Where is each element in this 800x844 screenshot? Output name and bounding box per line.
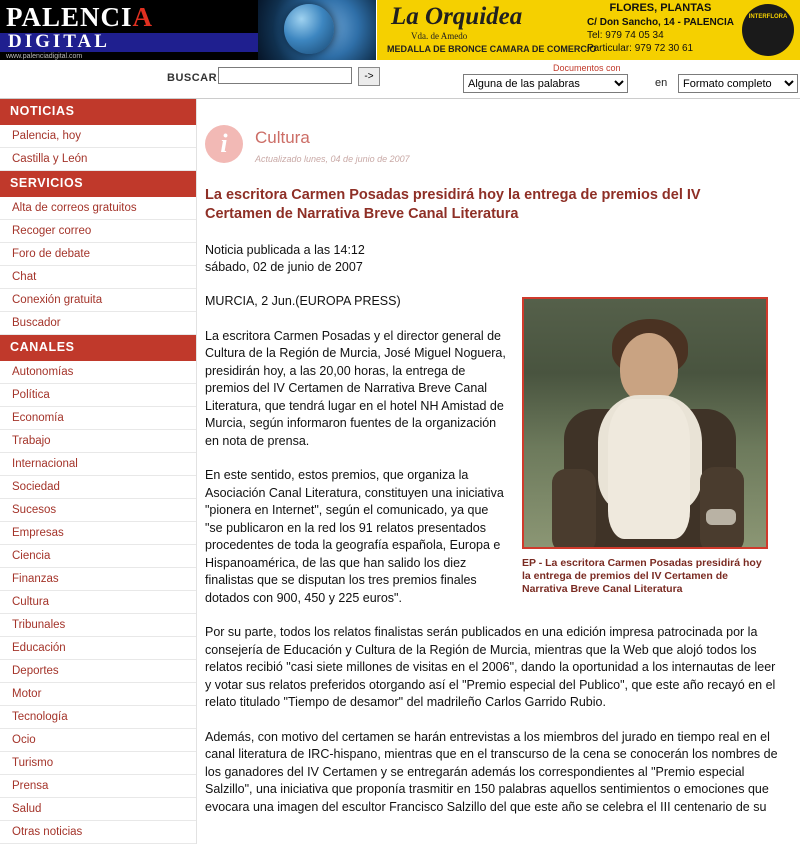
article-photo — [522, 297, 768, 549]
search-scope-select[interactable] — [463, 74, 628, 93]
search-bar — [0, 61, 800, 99]
sidebar-item-chat[interactable]: Chat — [0, 266, 196, 289]
ad-headline: FLORES, PLANTAS — [609, 2, 712, 14]
sidebar-item-buscador[interactable]: Buscador — [0, 312, 196, 335]
photo-face-shape — [620, 333, 678, 403]
info-icon: i — [205, 125, 243, 163]
publish-time: Noticia publicada a las 14:12 — [205, 243, 365, 257]
sidebar-item-sucesos[interactable]: Sucesos — [0, 499, 196, 522]
article-paragraph: Además, con motivo del certamen se harán entrevistas a los miembros del jurado en tiempo real en el canal literatura de IRC-hispano, mientras que en el transcurso de la cena se conocerán los nombres de los ganadores del IV Certamen y se entregarán además los correspondientes al "Premio especial Salzillo", una iniciativa que proponía trasmitir en 150 palabras aquellos sentimientos o emociones que evocara una imagen del escultor Francisco Salzillo del que este año se celebra el III centenario de su — [205, 729, 778, 814]
sidebar-item-internacional[interactable]: Internacional — [0, 453, 196, 476]
sidebar-section-noticias-title: NOTICIAS — [0, 99, 196, 125]
sidebar-item-cultura[interactable]: Cultura — [0, 591, 196, 614]
sidebar-section-canales-title: CANALES — [0, 335, 196, 361]
ad-address: C/ Don Sancho, 14 - PALENCIA — [586, 17, 734, 28]
sidebar-item-tecnologia[interactable]: Tecnología — [0, 706, 196, 729]
ad-phone-shop: Tel: 979 74 05 34 — [586, 30, 664, 41]
sidebar-item-motor[interactable]: Motor — [0, 683, 196, 706]
interflora-seal-icon: INTERFLORA — [742, 4, 794, 56]
photo-left-arm-shape — [552, 469, 596, 549]
article-body — [205, 293, 780, 816]
sidebar-item-castilla-y-leon[interactable]: Castilla y León — [0, 148, 196, 171]
sidebar-item-salud[interactable]: Salud — [0, 798, 196, 821]
section-header — [205, 125, 800, 164]
sidebar — [0, 99, 197, 844]
advertisement-banner[interactable] — [376, 0, 800, 60]
logo-subtitle: DIGITAL — [8, 31, 110, 52]
logo-title-accent: A — [132, 2, 154, 32]
ad-brand: La Orquidea — [391, 3, 523, 30]
sidebar-item-economia[interactable]: Economía — [0, 407, 196, 430]
ad-brand-sub: Vda. de Amedo — [411, 31, 468, 41]
sidebar-item-trabajo[interactable]: Trabajo — [0, 430, 196, 453]
article-paragraph: Por su parte, todos los relatos finalistas serán publicados en una edición impresa patrocinada por la consejería de Educación y Cultura de la Región de Murcia, mientras que la Web que alojó todos los relatos recibió "casi siete millones de visitas en el 2006", dando la oportunidad a los internautas de leer y votar sus relatos preferidos otorgando así el "Premio especial del Publico", que este año recayó en el relato titulado "Tiempo de desamor" del madrileño Carlos Garrido Rubio. — [205, 625, 776, 709]
logo-url: www.palenciadigital.com — [6, 53, 83, 60]
article-paragraph: La escritora Carmen Posadas y el director general de Cultura de la Región de Murcia, José Miguel Noguera, presidirán hoy, a las 20,00 horas, la entrega de premios del IV Certamen de Narrativa Breve Canal Literatura, que tendrá lugar en el hotel NH Amistad de Murcia, según informaron fuentes de la organización en nota de prensa. — [205, 328, 506, 448]
search-label: BUSCAR — [167, 72, 218, 84]
ad-medal-text: MEDALLA DE BRONCE CAMARA DE COMERCIO — [387, 44, 597, 54]
sidebar-section-servicios-title: SERVICIOS — [0, 171, 196, 197]
en-label: en — [655, 77, 668, 89]
sidebar-item-recoger-correo[interactable]: Recoger correo — [0, 220, 196, 243]
logo-title — [6, 2, 153, 33]
search-format-select[interactable] — [678, 74, 798, 93]
sidebar-item-conexion-gratuita[interactable]: Conexión gratuita — [0, 289, 196, 312]
article-paragraph: En este sentido, estos premios, que organiza la Asociación Canal Literatura, constituyen una iniciativa "pionera en Internet", según el comunicado, ya que "se publicaron en la red los 91 relatos presentados procedentes de toda la geografía española, Europa e Hispanoamérica, de las que han salido los diez finalistas que se disputan los tres premios finales dotados con 900, 450 y 225 euros". — [205, 468, 504, 605]
documents-with-label: Documentos con — [553, 63, 621, 73]
globe-image — [258, 0, 376, 60]
ad-phone-private: Particular: 979 72 30 61 — [586, 43, 694, 54]
photo-caption: EP - La escritora Carmen Posadas presidirá hoy la entrega de premios del IV Certamen de Narrativa Breve Canal Literatura — [522, 557, 762, 595]
article-dateline: MURCIA, 2 Jun.(EUROPA PRESS) — [205, 294, 401, 308]
sidebar-item-prensa[interactable]: Prensa — [0, 775, 196, 798]
sidebar-item-turismo[interactable]: Turismo — [0, 752, 196, 775]
article-figure — [522, 297, 770, 596]
section-header-text — [255, 125, 410, 164]
sidebar-item-tribunales[interactable]: Tribunales — [0, 614, 196, 637]
sidebar-item-ciencia[interactable]: Ciencia — [0, 545, 196, 568]
sidebar-item-alta-correos[interactable]: Alta de correos gratuitos — [0, 197, 196, 220]
sidebar-item-ocio[interactable]: Ocio — [0, 729, 196, 752]
sidebar-item-sociedad[interactable]: Sociedad — [0, 476, 196, 499]
sidebar-item-otras-noticias[interactable]: Otras noticias — [0, 821, 196, 844]
photo-scarf-front-shape — [608, 399, 690, 539]
article-content — [197, 99, 800, 844]
photo-bracelet-shape — [706, 509, 736, 525]
sidebar-item-palencia-hoy[interactable]: Palencia, hoy — [0, 125, 196, 148]
updated-timestamp: Actualizado lunes, 04 de junio de 2007 — [255, 154, 410, 164]
publish-date: sábado, 02 de junio de 2007 — [205, 260, 363, 274]
article-publish-meta — [205, 242, 800, 276]
search-input[interactable] — [218, 67, 352, 84]
sidebar-item-politica[interactable]: Política — [0, 384, 196, 407]
sidebar-item-autonomias[interactable]: Autonomías — [0, 361, 196, 384]
logo-title-main: PALENCI — [6, 2, 133, 32]
article-headline: La escritora Carmen Posadas presidirá hoy la entrega de premios del IV Certamen de Narrativa Breve Canal Literatura — [205, 187, 701, 222]
ad-contact-block — [587, 2, 734, 55]
section-title[interactable]: Cultura — [255, 128, 310, 147]
sidebar-item-foro-debate[interactable]: Foro de debate — [0, 243, 196, 266]
photo-right-arm-shape — [700, 467, 744, 549]
sidebar-item-educacion[interactable]: Educación — [0, 637, 196, 660]
page-body — [0, 99, 800, 844]
sidebar-item-finanzas[interactable]: Finanzas — [0, 568, 196, 591]
search-submit-button[interactable]: -> — [358, 67, 380, 86]
site-logo[interactable] — [0, 0, 258, 60]
sidebar-item-empresas[interactable]: Empresas — [0, 522, 196, 545]
top-banner — [0, 0, 800, 61]
sidebar-item-deportes[interactable]: Deportes — [0, 660, 196, 683]
